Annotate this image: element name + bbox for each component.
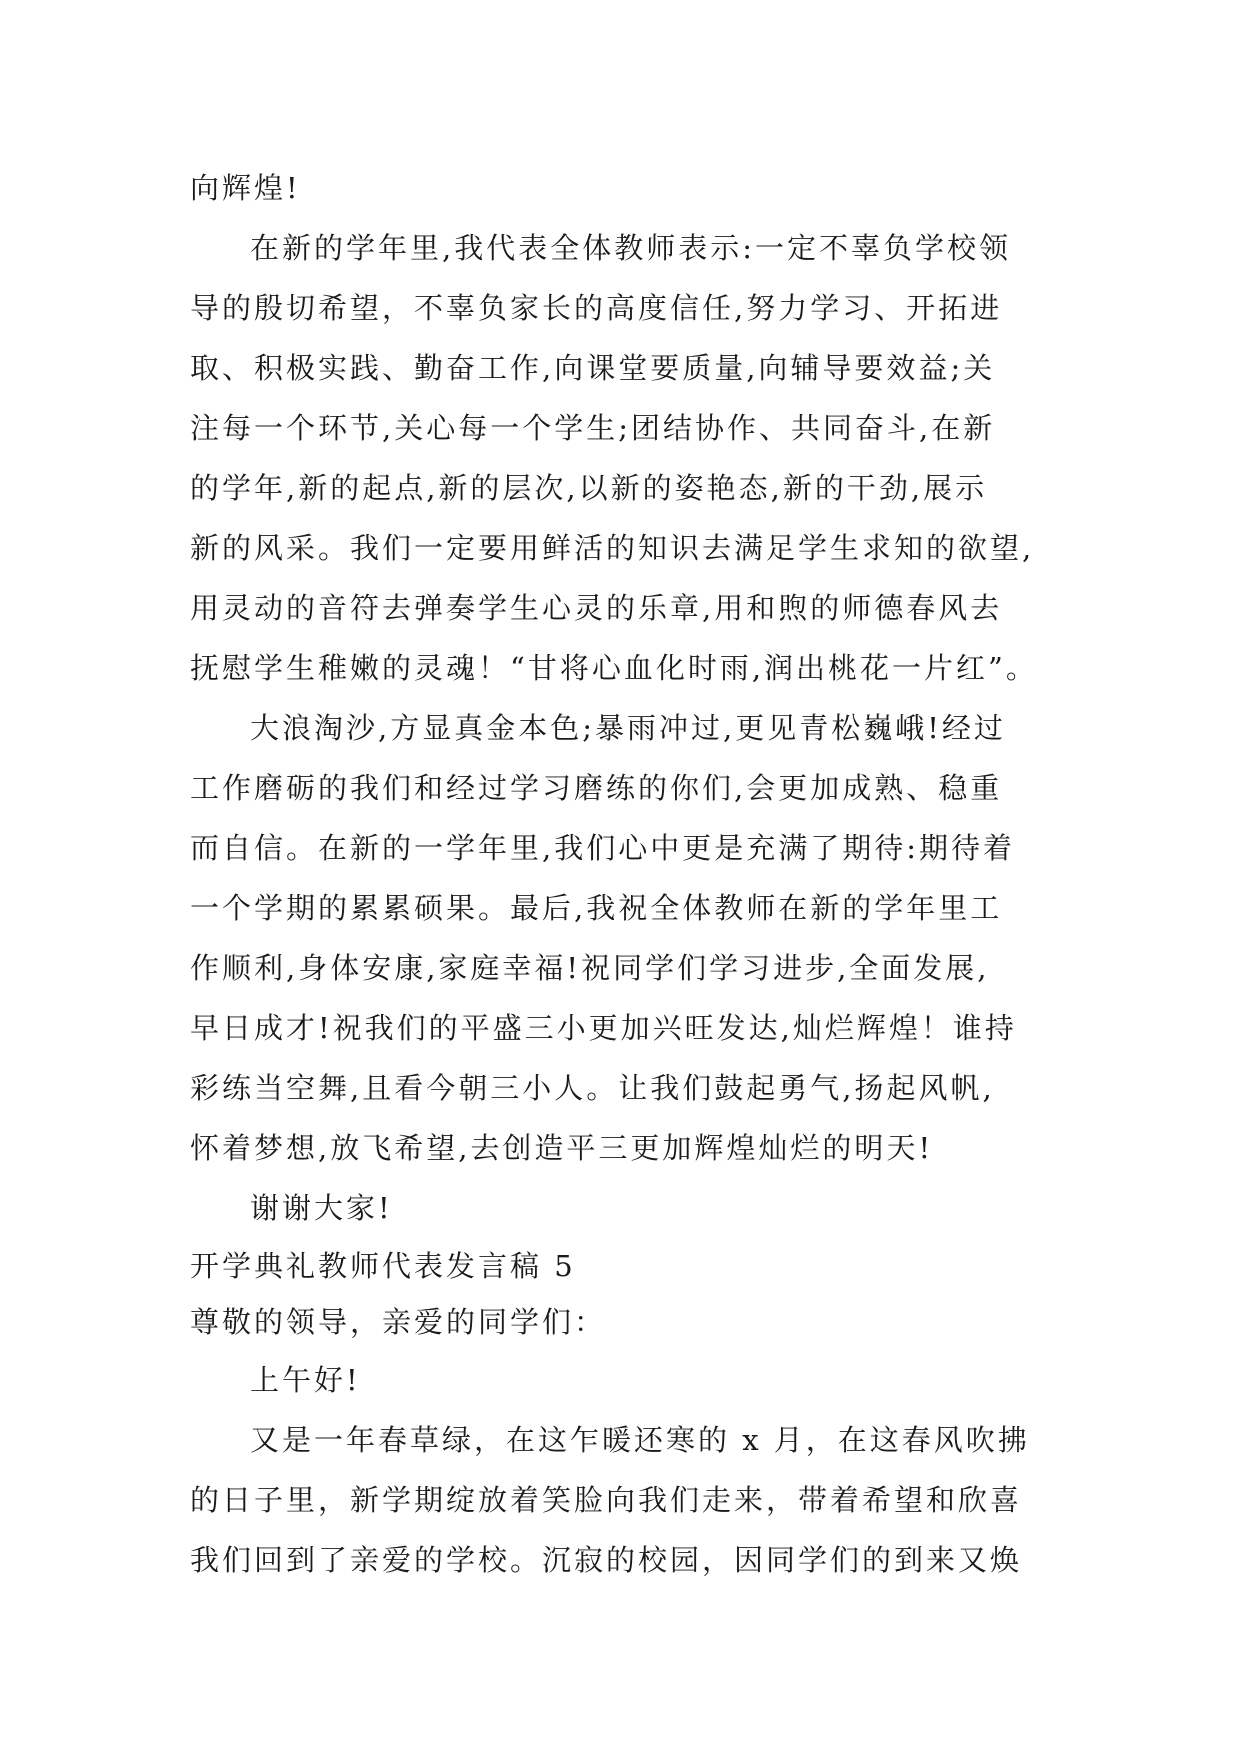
document-body [190,158,1060,1590]
paragraph-line: 我们回到了亲爱的学校。沉寂的校园，因同学们的到来又焕 [190,1543,1023,1577]
section-title: 开学典礼教师代表发言稿 5 [190,1249,576,1283]
paragraph-line: 的日子里，新学期绽放着笑脸向我们走来，带着希望和欣喜 [190,1483,1023,1517]
paragraph-line: 向辉煌! [190,171,301,205]
paragraph-line: 抚慰学生稚嫩的灵魂！“甘将心血化时雨,润出桃花一片红”。 [190,651,1038,685]
paragraph-line: 又是一年春草绿，在这乍暖还寒的 x 月，在这春风吹拂 [250,1423,1030,1457]
paragraph-line: 的学年,新的起点,新的层次,以新的姿艳态,新的干劲,展示 [190,471,988,505]
paragraph-line: 一个学期的累累硕果。最后,我祝全体教师在新的学年里工 [190,891,1003,925]
paragraph-line: 新的风采。我们一定要用鲜活的知识去满足学生求知的欲望, [190,531,1035,565]
paragraph-line: 用灵动的音符去弹奏学生心灵的乐章,用和煦的师德春风去 [190,591,1003,625]
paragraph-line: 在新的学年里,我代表全体教师表示:一定不辜负学校领 [250,231,1011,265]
salutation: 尊敬的领导，亲爱的同学们： [190,1305,607,1339]
paragraph-line: 而自信。在新的一学年里,我们心中更是充满了期待:期待着 [190,831,1015,865]
closing-thanks: 谢谢大家! [250,1191,393,1225]
paragraph-line: 导的殷切希望，不辜负家长的高度信任,努力学习、开拓进 [190,291,1003,325]
paragraph-line: 取、积极实践、勤奋工作,向课堂要质量,向辅导要效益;关 [190,351,996,385]
paragraph-line: 大浪淘沙,方显真金本色;暴雨冲过,更见青松巍峨!经过 [250,711,1006,745]
paragraph-line: 工作磨砺的我们和经过学习磨练的你们,会更加成熟、稳重 [190,771,1003,805]
paragraph-line: 彩练当空舞,且看今朝三小人。让我们鼓起勇气,扬起风帆, [190,1071,995,1105]
greeting: 上午好! [250,1363,361,1397]
paragraph-line: 注每一个环节,关心每一个学生;团结协作、共同奋斗,在新 [190,411,996,445]
paragraph-line: 怀着梦想,放飞希望,去创造平三更加辉煌灿烂的明天! [190,1131,934,1165]
paragraph-line: 作顺利,身体安康,家庭幸福!祝同学们学习进步,全面发展, [190,951,990,985]
paragraph-line: 早日成才!祝我们的平盛三小更加兴旺发达,灿烂辉煌！谁持 [190,1011,1017,1045]
